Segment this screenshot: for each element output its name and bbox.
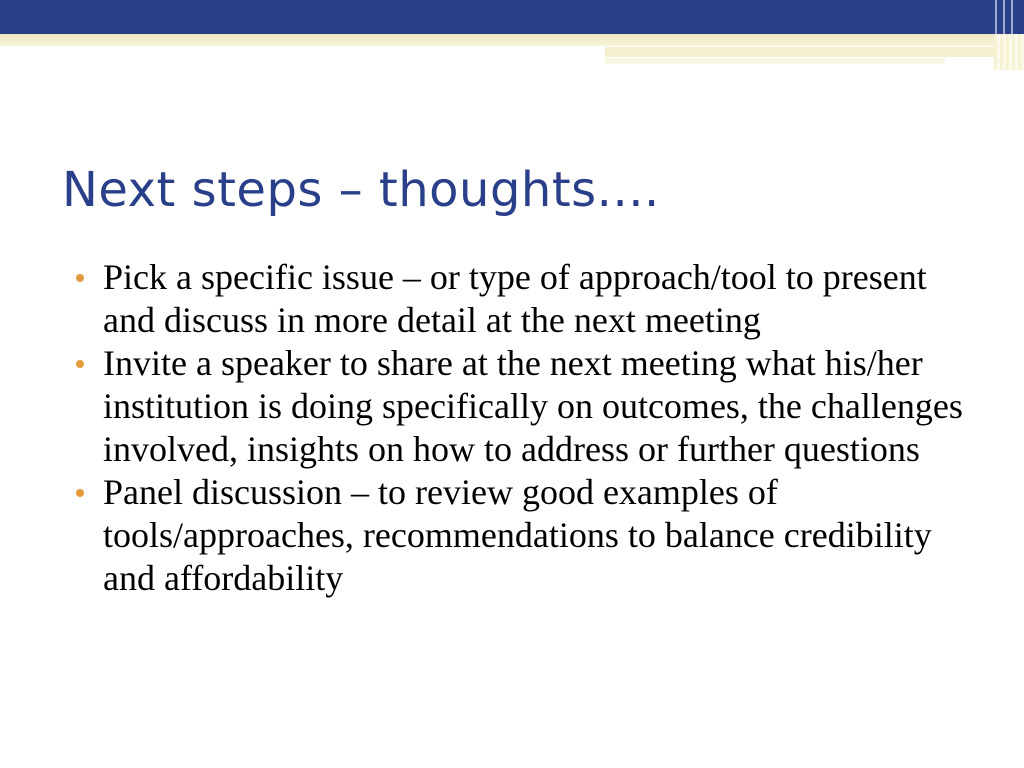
header-band-edge	[1011, 0, 1013, 34]
list-item	[76, 471, 966, 600]
accent-line	[605, 47, 1024, 57]
bullet-icon	[76, 489, 84, 497]
bullet-text: Pick a specific issue – or type of approach/tool to present and discuss in more detail at the next meeting	[103, 257, 927, 340]
bullet-icon	[76, 360, 84, 368]
list-item	[76, 342, 966, 471]
bullet-text: Panel discussion – to review good examples of tools/approaches, recommendations to balance credibility and affordability	[103, 472, 932, 598]
header-band	[0, 0, 1024, 34]
accent-line	[0, 34, 1024, 46]
bullet-icon	[76, 274, 84, 282]
bullet-text: Invite a speaker to share at the next meeting what his/her institution is doing specifically on outcomes, the challenges involved, insights on how to address or further questions	[103, 343, 963, 469]
slide-title: Next steps – thoughts....	[62, 162, 660, 218]
header-band-edge	[995, 0, 997, 34]
list-item	[76, 256, 966, 342]
accent-stripes	[994, 34, 1024, 70]
header-band-edge	[1003, 0, 1005, 34]
bullet-list	[76, 256, 966, 600]
accent-line	[605, 58, 945, 64]
